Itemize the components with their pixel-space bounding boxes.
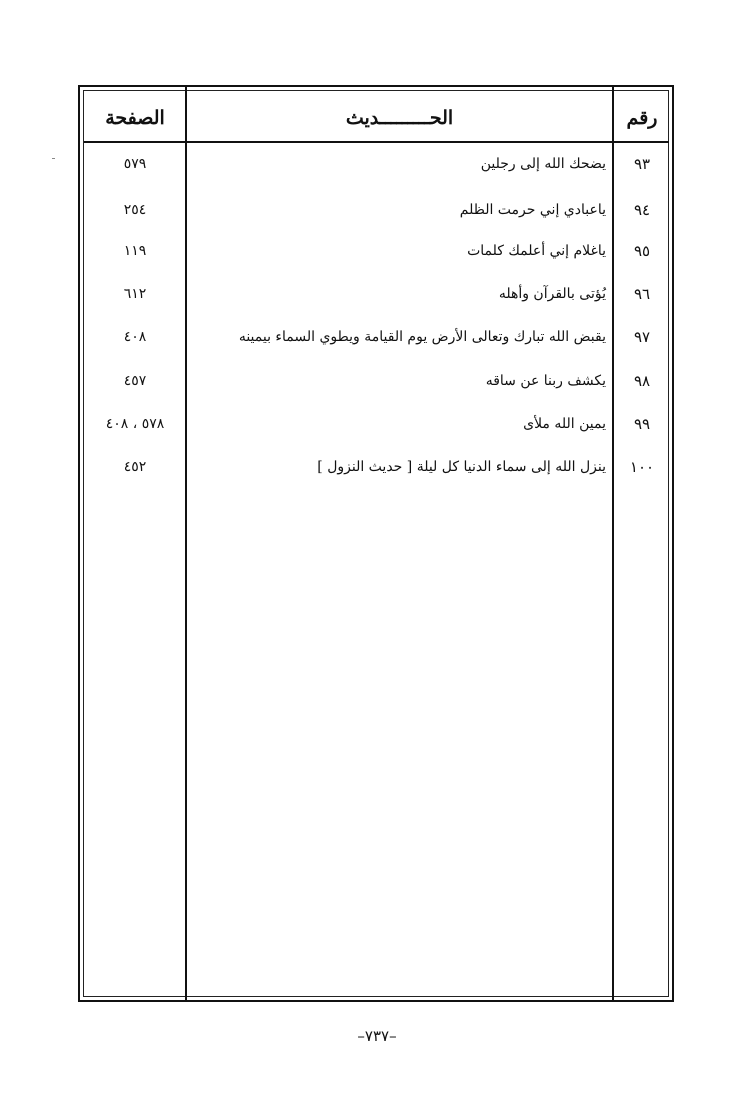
- row-hadith: يكشف ربنا عن ساقه: [485, 373, 606, 389]
- table-row: [86, 189, 670, 231]
- row-hadith: ياعبادي إني حرمت الظلم: [459, 202, 606, 218]
- row-page: ٤٥٧: [123, 373, 147, 389]
- row-hadith: يقبض الله تبارك وتعالى الأرض يوم القيامة ويطوي السماء بيمينه: [238, 329, 606, 345]
- page-number: –٧٣٧–: [357, 1027, 397, 1045]
- row-hadith: يمين الله ملأى: [523, 416, 606, 432]
- row-hadith: يضحك الله إلى رجلين: [480, 156, 606, 172]
- row-number: ١٠٠: [629, 458, 655, 476]
- row-number: ٩٤: [633, 201, 651, 219]
- row-page: ٤٥٢: [123, 459, 147, 475]
- row-page: ٢٥٤: [123, 202, 147, 218]
- scan-speck: [52, 158, 55, 159]
- row-number: ٩٥: [633, 242, 651, 260]
- row-number: ٩٨: [633, 372, 651, 390]
- table-row: [86, 446, 670, 488]
- row-page: ٤٠٨: [123, 329, 147, 345]
- header-number: رقم: [626, 107, 658, 129]
- row-hadith: ياغلام إني أعلمك كلمات: [467, 243, 606, 259]
- header-hadith: الحـــــــــديث: [345, 107, 454, 129]
- row-number: ٩٩: [633, 415, 651, 433]
- row-page: ٥٧٩: [123, 156, 147, 172]
- row-hadith: يُؤتى بالقرآن وأهله: [498, 286, 606, 302]
- table-row: [86, 273, 670, 315]
- row-page: ١١٩: [123, 243, 147, 259]
- row-page: ٥٧٨ ، ٤٠٨: [105, 416, 165, 432]
- table-row: [86, 143, 670, 185]
- table-row: [86, 360, 670, 402]
- header-page: الصفحة: [105, 107, 165, 129]
- row-hadith: ينزل الله إلى سماء الدنيا كل ليلة [ حديث النزول ]: [317, 459, 606, 475]
- row-number: ٩٣: [633, 155, 651, 173]
- table-row: [86, 230, 670, 272]
- row-number: ٩٧: [633, 328, 651, 346]
- table-row: [86, 316, 670, 358]
- row-number: ٩٦: [633, 285, 651, 303]
- row-page: ٦١٢: [123, 286, 147, 302]
- table-row: [86, 403, 670, 445]
